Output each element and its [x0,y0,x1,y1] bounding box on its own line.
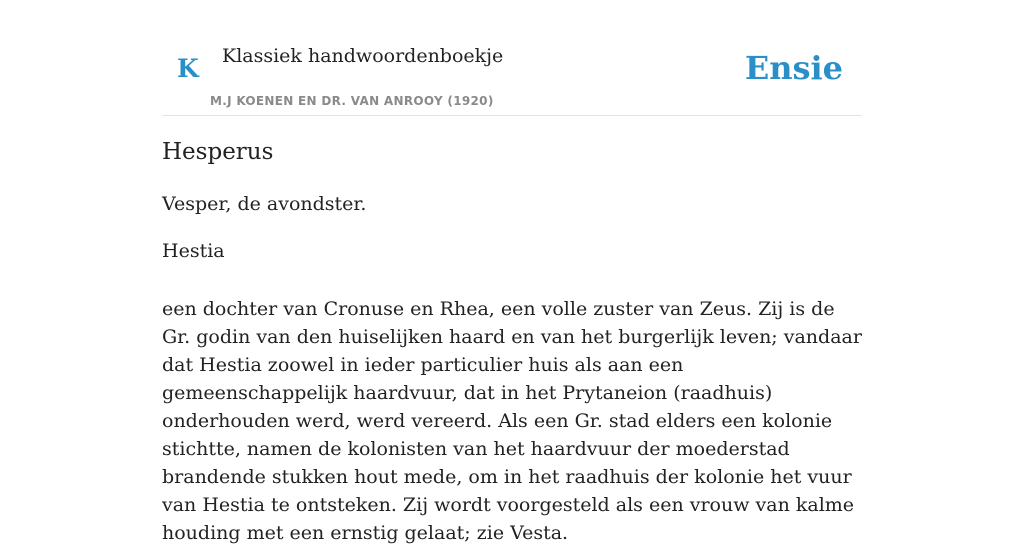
site-header [162,0,862,116]
entry-definition: Vesper, de avondster. [162,193,367,215]
dictionary-logo[interactable]: K [177,54,199,83]
dictionary-authors: M.J KOENEN EN DR. VAN ANROOY (1920) [210,94,494,108]
entry-term: Hestia [162,240,225,262]
entry-definition: een dochter van Cronuse en Rhea, een volle zuster van Zeus. Zij is de Gr. godin van den huiselijken haard en van het burgerlijk leven; vandaar dat Hestia zoowel in ieder particulier huis als aan een gemeenschappelijk haardvuur, dat in het Prytaneion (raadhuis) onderhouden werd, werd vereerd. Als een Gr. stad elders een kolonie stichtte, namen de kolonisten van het haardvuur der moederstad brandende stukken hout mede, om in het raadhuis der kolonie het vuur van Hestia te ontsteken. Zij wordt voorgesteld als een vrouw van kalme houding met een ernstig gelaat; zie Vesta. [162,298,862,544]
dictionary-title[interactable]: Klassiek handwoordenboekje [222,45,504,67]
ensie-brand-logo[interactable]: Ensie [744,49,843,87]
entry-term: Hesperus [162,139,274,165]
